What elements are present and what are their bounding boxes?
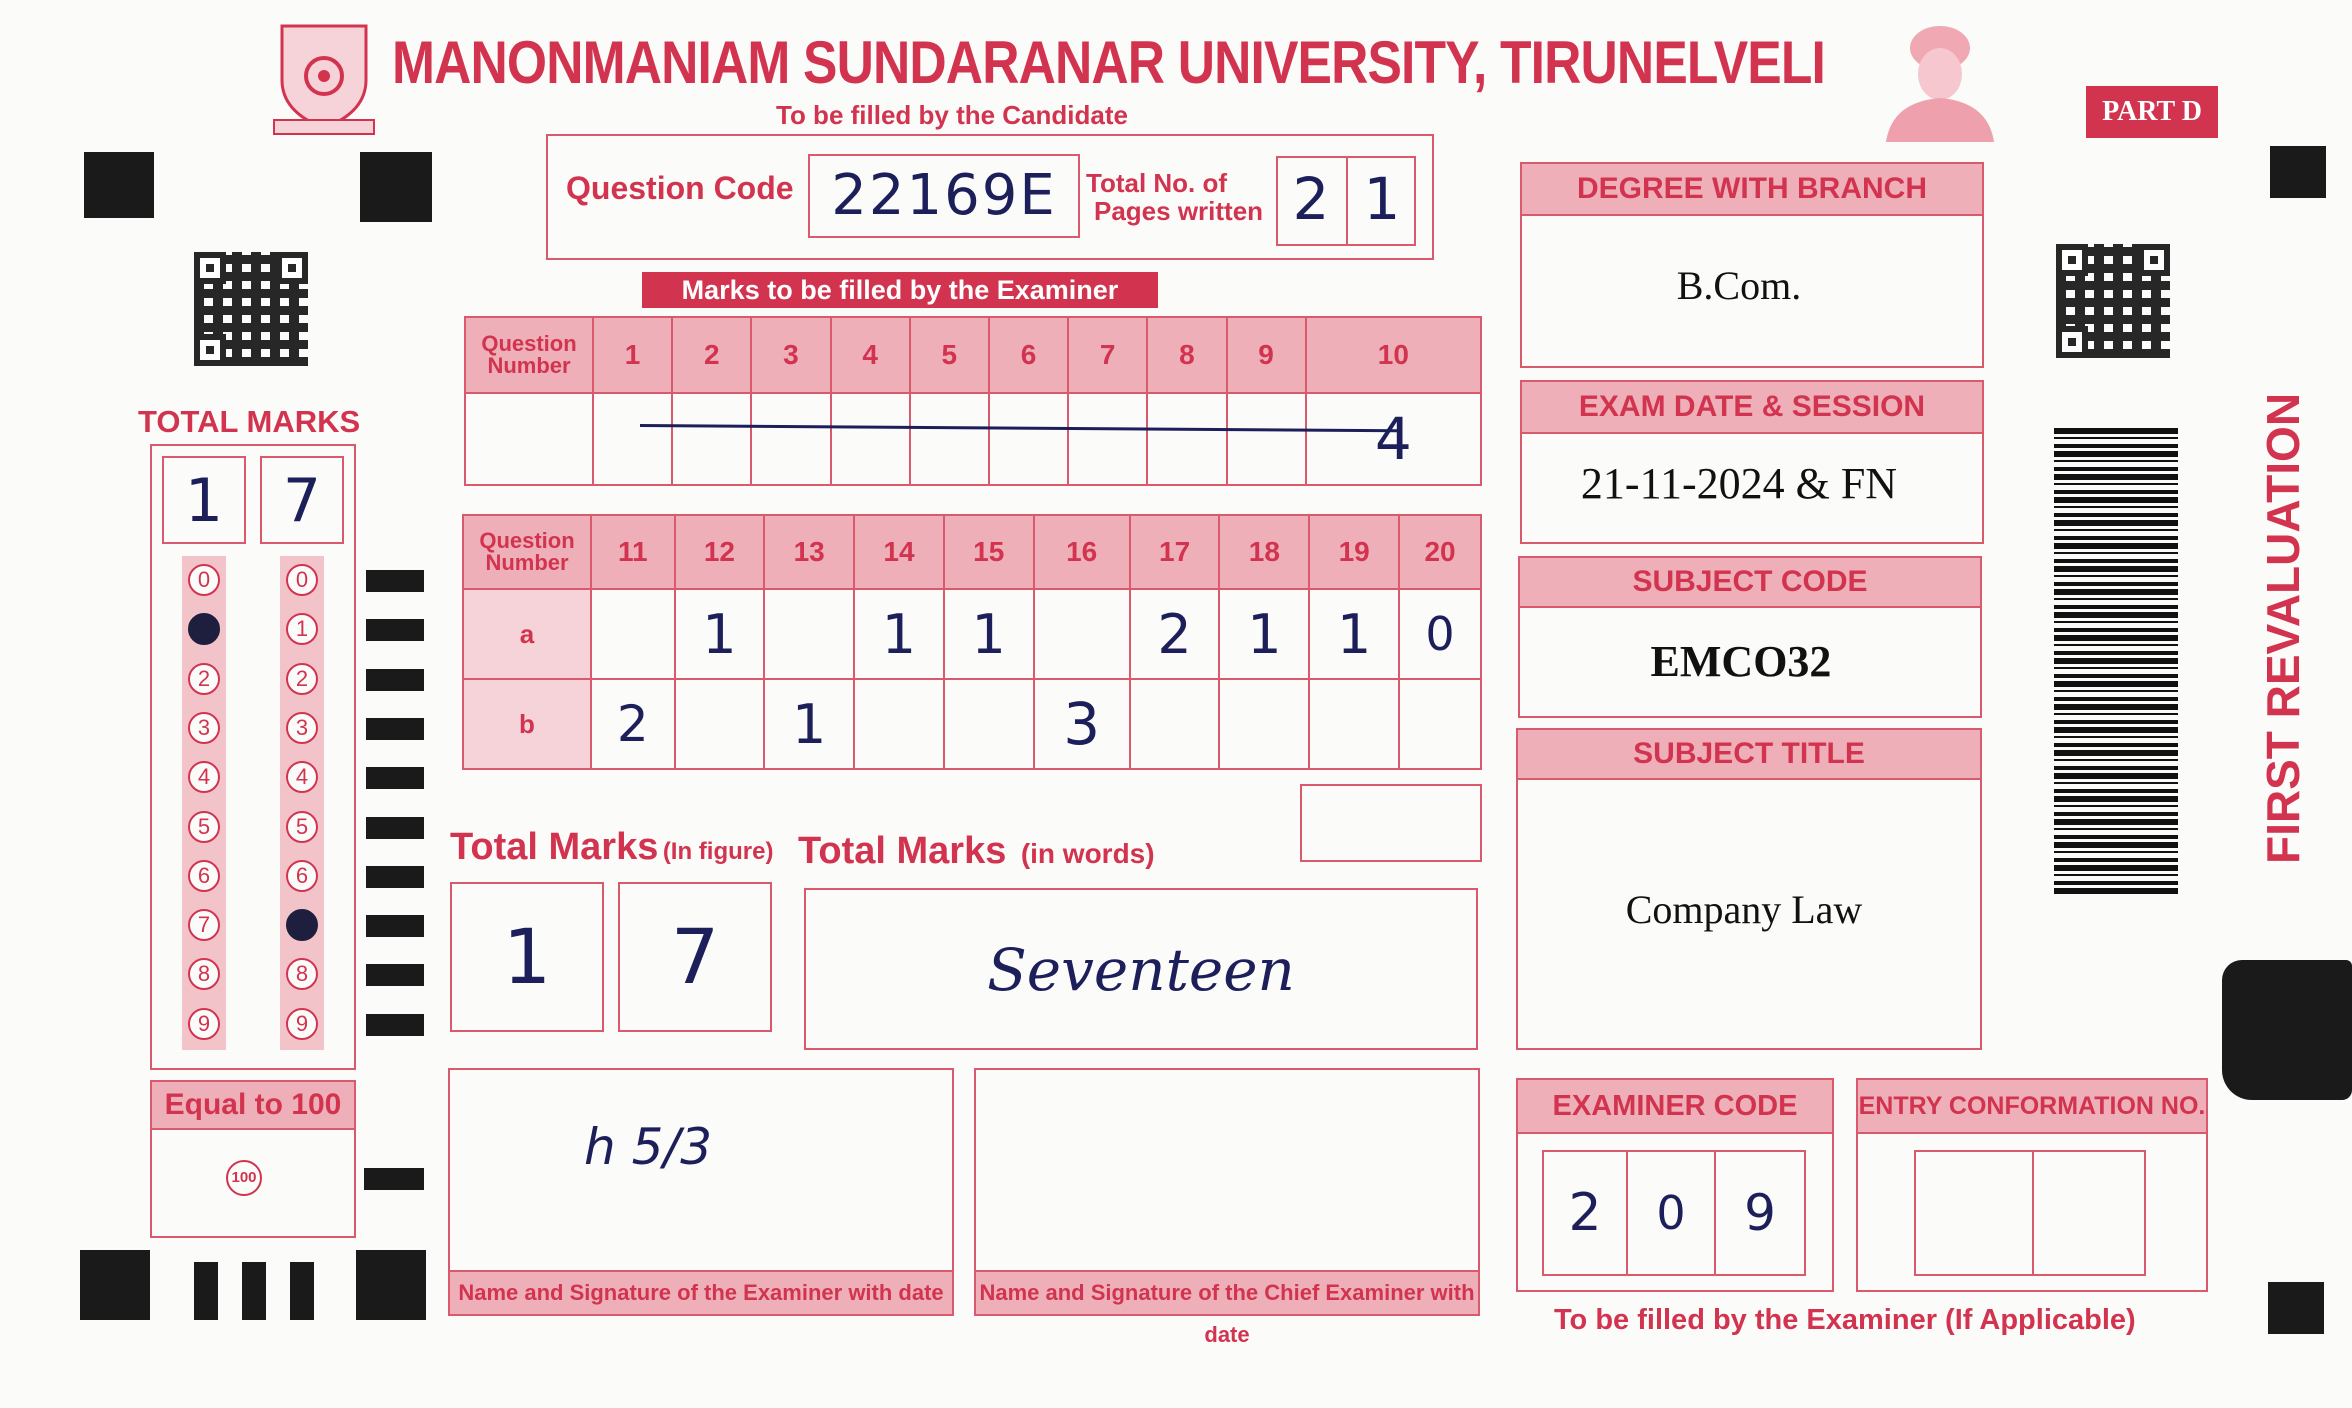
- omr-tens-digit: 1: [162, 456, 246, 544]
- exam-label: EXAM DATE & SESSION: [1520, 380, 1984, 434]
- total-figure-title: Total Marks: [450, 826, 659, 868]
- barcode: [2054, 428, 2178, 896]
- question-number: 16: [1034, 515, 1130, 589]
- question-number: 6: [989, 317, 1068, 393]
- revaluation-label: FIRST REVALUATION: [2257, 392, 2309, 864]
- header-label: Question: [481, 331, 577, 356]
- candidate-note: To be filled by the Candidate: [776, 100, 1128, 130]
- timing-mark: [366, 964, 424, 986]
- mark-cell: 2: [591, 679, 675, 769]
- question-number: 1: [593, 317, 672, 393]
- registration-mark: [194, 1262, 218, 1320]
- tens-bubble-9[interactable]: 9: [188, 1008, 220, 1040]
- row-label-b: b: [463, 679, 591, 769]
- exam-value: 21-11-2024 & FN: [1580, 459, 1898, 508]
- mark-cell: 1: [675, 589, 765, 679]
- mark-cell: 1: [764, 679, 854, 769]
- mark-cell: [675, 679, 765, 769]
- mark-cell: 0: [1399, 589, 1481, 679]
- timing-mark: [366, 619, 424, 641]
- mark-cell: [944, 679, 1034, 769]
- row-label-a: a: [463, 589, 591, 679]
- question-code-value: 22169E: [808, 154, 1080, 238]
- total-figure-sub: (In figure): [662, 838, 774, 865]
- mark-cell: [854, 679, 944, 769]
- registration-mark: [2270, 146, 2326, 198]
- mark-cell: [751, 393, 830, 485]
- timing-mark: [366, 915, 424, 937]
- question-number-header: [465, 317, 593, 393]
- pages-digit: 1: [1363, 165, 1401, 233]
- mark-cell: 1: [1309, 589, 1399, 679]
- total-words-label: [798, 830, 1155, 873]
- mark-cell: [1147, 393, 1226, 485]
- marks-grid-2: [462, 514, 1482, 770]
- part-badge: PART D: [2086, 86, 2218, 138]
- timing-mark: [366, 1014, 424, 1036]
- examiner-footer-note: To be filled by the Examiner (If Applicable): [1554, 1304, 2136, 1336]
- question-number: 8: [1147, 317, 1226, 393]
- degree-value: B.Com.: [1676, 263, 1802, 308]
- mark-cell: [764, 589, 854, 679]
- founder-portrait: [1880, 18, 2000, 142]
- question-number: 17: [1130, 515, 1220, 589]
- question-number-header: [463, 515, 591, 589]
- question-number: 11: [591, 515, 675, 589]
- mark-cell: [831, 393, 910, 485]
- entry-cell: [2032, 1150, 2146, 1276]
- mark-cell: [1399, 679, 1481, 769]
- total-figure-label: [450, 826, 773, 869]
- pages-label-line2: Pages written: [1094, 196, 1264, 226]
- timing-mark: [366, 817, 424, 839]
- question-number: 14: [854, 515, 944, 589]
- units-bubble-9[interactable]: 9: [286, 1008, 318, 1040]
- timing-mark: [366, 718, 424, 740]
- question-number: 19: [1309, 515, 1399, 589]
- subject-code-label: SUBJECT CODE: [1518, 556, 1982, 608]
- mark-cell: [1034, 589, 1130, 679]
- units-bubble-8[interactable]: 8: [286, 958, 318, 990]
- tens-bubble-3[interactable]: 3: [188, 712, 220, 744]
- question-number: 18: [1219, 515, 1309, 589]
- mark-cell: [672, 393, 751, 485]
- entry-label: ENTRY CONFORMATION NO.: [1856, 1078, 2208, 1134]
- grid-total-cell: [1300, 784, 1482, 862]
- mark-cell: 4: [1306, 393, 1481, 485]
- registration-mark: [290, 1262, 314, 1320]
- timing-mark: [366, 570, 424, 592]
- total-words-title: Total Marks: [798, 830, 1007, 872]
- mark-cell: 3: [1034, 679, 1130, 769]
- omr-units-digit: 7: [260, 456, 344, 544]
- tens-bubble-7[interactable]: 7: [188, 909, 220, 941]
- registration-mark: [360, 152, 432, 222]
- mark-cell: [593, 393, 672, 485]
- subject-title-label: SUBJECT TITLE: [1516, 728, 1982, 780]
- registration-mark: [2268, 1282, 2324, 1334]
- units-bubble-1[interactable]: 1: [286, 613, 318, 645]
- question-number: 4: [831, 317, 910, 393]
- header-label: Number: [485, 550, 569, 575]
- mark-cell: [1068, 393, 1147, 485]
- examiner-signature-label: Name and Signature of the Examiner with date: [448, 1270, 954, 1316]
- redaction-blot: [2222, 960, 2352, 1100]
- pages-label-line1: Total No. of: [1086, 168, 1228, 198]
- units-bubble-4[interactable]: 4: [286, 761, 318, 793]
- tens-bubble-8[interactable]: 8: [188, 958, 220, 990]
- registration-mark: [356, 1250, 426, 1320]
- registration-mark: [242, 1262, 266, 1320]
- question-number: 10: [1306, 317, 1481, 393]
- mark-cell: [1219, 679, 1309, 769]
- tens-bubble-0[interactable]: 0: [188, 564, 220, 596]
- total-figure-digit: 1: [450, 882, 604, 1032]
- mark-cell: [1130, 679, 1220, 769]
- timing-mark: [366, 767, 424, 789]
- mark-cell: [989, 393, 1068, 485]
- tens-bubble-6[interactable]: 6: [188, 860, 220, 892]
- chief-signature-label: Name and Signature of the Chief Examiner with date: [974, 1270, 1480, 1316]
- examiner-code-digit: 2: [1542, 1150, 1628, 1276]
- timing-mark: [364, 1168, 424, 1190]
- examiner-code-digit: 0: [1626, 1150, 1716, 1276]
- timing-mark: [366, 866, 424, 888]
- header-label: Number: [487, 353, 571, 378]
- registration-mark: [80, 1250, 150, 1320]
- degree-label: DEGREE WITH BRANCH: [1520, 162, 1984, 216]
- mark-cell: [465, 393, 593, 485]
- question-number: 7: [1068, 317, 1147, 393]
- total-figure-digit: 7: [618, 882, 772, 1032]
- mark-cell: [1227, 393, 1306, 485]
- tens-bubble-4[interactable]: 4: [188, 761, 220, 793]
- mark-cell: [591, 589, 675, 679]
- units-bubble-3[interactable]: 3: [286, 712, 318, 744]
- mark-cell: [1309, 679, 1399, 769]
- total-marks-label: TOTAL MARKS: [138, 404, 361, 439]
- question-number: 12: [675, 515, 765, 589]
- hundred-bubble[interactable]: 100: [226, 1160, 262, 1196]
- units-bubble-5[interactable]: 5: [286, 811, 318, 843]
- question-number: 15: [944, 515, 1034, 589]
- question-number: 13: [764, 515, 854, 589]
- total-words-sub: (in words): [1020, 838, 1155, 869]
- question-number: 20: [1399, 515, 1481, 589]
- units-bubble-2[interactable]: 2: [286, 663, 318, 695]
- units-bubble-7[interactable]: [286, 909, 318, 941]
- subject-title-value: Company Law: [1625, 887, 1863, 932]
- pages-digit: 2: [1276, 156, 1348, 246]
- examiner-banner: Marks to be filled by the Examiner: [642, 272, 1158, 308]
- question-code-label: Question Code: [566, 170, 794, 206]
- mark-cell: 1: [854, 589, 944, 679]
- mark-cell: 1: [944, 589, 1034, 679]
- university-title: MANONMANIAM SUNDARANAR UNIVERSITY, TIRUNELVELI: [392, 29, 1825, 96]
- examiner-signature: h 5/3: [584, 1118, 713, 1176]
- mark-cell: 1: [1219, 589, 1309, 679]
- subject-code-value: EMCO32: [1650, 637, 1832, 686]
- question-number: 5: [910, 317, 989, 393]
- timing-mark: [366, 669, 424, 691]
- examiner-code-digit: 9: [1714, 1150, 1806, 1276]
- tens-bubble-2[interactable]: 2: [188, 663, 220, 695]
- university-logo: [272, 20, 376, 138]
- mark-cell: [910, 393, 989, 485]
- examiner-code-label: EXAMINER CODE: [1516, 1078, 1834, 1134]
- qr-code: [194, 252, 308, 366]
- header-label: Question: [479, 528, 575, 553]
- mark-cell: 2: [1130, 589, 1220, 679]
- total-words-value: Seventeen: [804, 888, 1478, 1050]
- question-number: 3: [751, 317, 830, 393]
- qr-code: [2056, 244, 2170, 358]
- equal-100-label: Equal to 100: [150, 1080, 356, 1130]
- tens-bubble-5[interactable]: 5: [188, 811, 220, 843]
- question-number: 2: [672, 317, 751, 393]
- marks-grid-1: [464, 316, 1482, 486]
- units-bubble-0[interactable]: 0: [286, 564, 318, 596]
- question-number: 9: [1227, 317, 1306, 393]
- registration-mark: [84, 152, 154, 218]
- units-bubble-6[interactable]: 6: [286, 860, 318, 892]
- entry-cell: [1914, 1150, 2034, 1276]
